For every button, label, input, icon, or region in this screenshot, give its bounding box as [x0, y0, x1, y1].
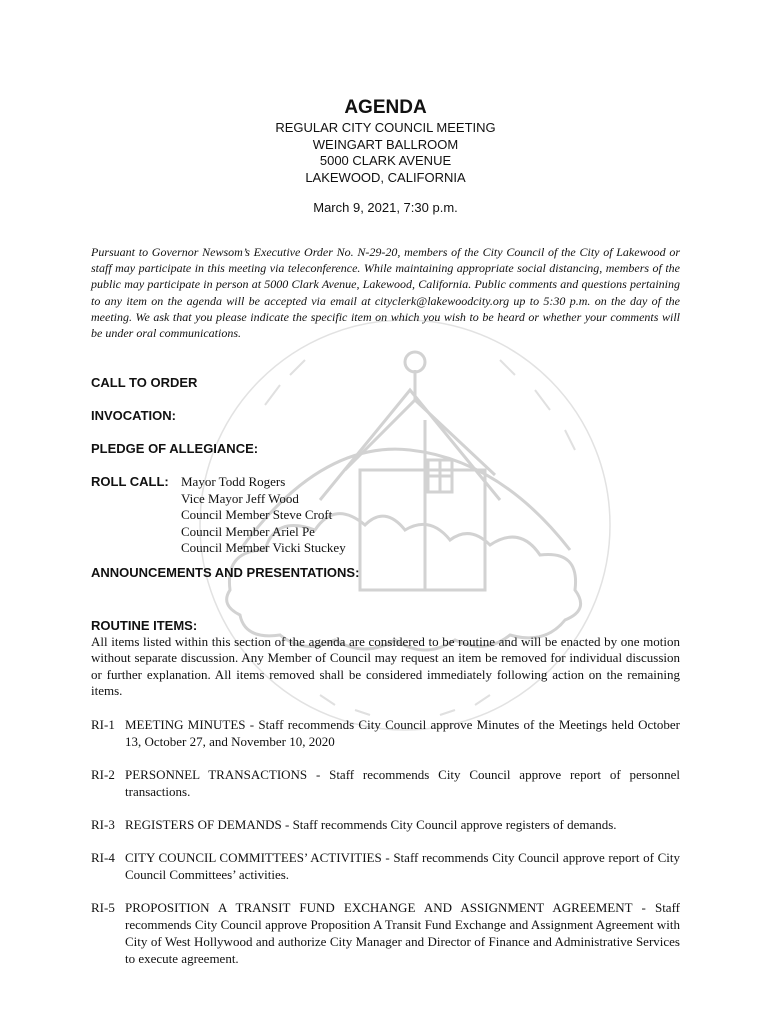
meeting-date: March 9, 2021, 7:30 p.m. — [313, 200, 458, 215]
member-mayor: Mayor Todd Rogers — [181, 474, 286, 490]
section-routine-items: ROUTINE ITEMS: — [91, 617, 198, 633]
routine-item-number: RI-4 — [91, 849, 115, 865]
member-vice-mayor: Vice Mayor Jeff Wood — [181, 490, 299, 506]
agenda-header — [91, 96, 680, 216]
venue-name: WEINGART BALLROOM — [312, 136, 459, 152]
routine-item-text: PROPOSITION A TRANSIT FUND EXCHANGE AND ASSIGNMENT AGREEMENT - Staff recommends City Council approve Proposition A Transit Fund Exchange and Assignment Agreement with City of West Hollywood and authorize City Manager and Director of Finance and Administrative Services to execute agreement. — [125, 899, 680, 966]
routine-item — [91, 849, 680, 883]
routine-item-text: PERSONNEL TRANSACTIONS - Staff recommends City Council approve report of personnel transactions. — [125, 766, 680, 799]
routine-item — [91, 766, 680, 800]
venue-city: LAKEWOOD, CALIFORNIA — [305, 169, 466, 185]
routine-item-number: RI-3 — [91, 816, 115, 832]
routine-item-text: REGISTERS OF DEMANDS - Staff recommends City Council approve registers of demands. — [125, 816, 617, 832]
routine-item-text: CITY COUNCIL COMMITTEES’ ACTIVITIES - Staff recommends City Council approve report of City Council Committees’ activities. — [125, 849, 680, 882]
routine-item — [91, 716, 680, 750]
agenda-content — [91, 96, 680, 967]
section-announcements: ANNOUNCEMENTS AND PRESENTATIONS: — [91, 564, 360, 580]
member-council-1: Council Member Steve Croft — [181, 507, 333, 523]
section-roll-call: ROLL CALL: — [91, 474, 169, 490]
meeting-type: REGULAR CITY COUNCIL MEETING — [275, 120, 496, 135]
teleconference-notice: Pursuant to Governor Newsom’s Executive Order No. N-29-20, members of the City Council of the City of Lakewood or staff may participate in this meeting via teleconference. While maintaining appropriate social distancing, members of the public may participate in person at 5000 Clark Avenue, Lakewood, California. Public comments and questions pertaining to any item on the agenda will be accepted via email at cityclerk@lakewoodcity.org up to 5:30 p.m. on the day of the meeting. We ask that you please indicate the specific item on which you wish to be heard or whether your comments will be under oral communications. — [91, 245, 680, 341]
routine-item-number: RI-5 — [91, 899, 115, 915]
member-council-2: Council Member Ariel Pe — [181, 523, 315, 539]
routine-item — [91, 899, 680, 967]
section-invocation: INVOCATION: — [91, 408, 176, 424]
routine-items-description: All items listed within this section of the agenda are considered to be routine and will be enacted by one motion without separate discussion. Any Member of Council may request an item be removed for individual discussion or further explanation. All items removed shall be considered immediately following action on the remaining items. — [91, 633, 680, 699]
venue-street: 5000 CLARK AVENUE — [319, 153, 452, 168]
routine-item-number: RI-2 — [91, 766, 115, 782]
member-council-3: Council Member Vicki Stuckey — [181, 540, 346, 556]
page-title: AGENDA — [344, 97, 427, 118]
roll-call-members — [181, 474, 346, 557]
routine-item — [91, 816, 680, 833]
routine-item-text: MEETING MINUTES - Staff recommends City Council approve Minutes of the Meetings held October 13, October 27, and November 10, 2020 — [125, 716, 680, 749]
routine-item-number: RI-1 — [91, 716, 115, 732]
section-pledge: PLEDGE OF ALLEGIANCE: — [91, 441, 259, 457]
section-call-to-order: CALL TO ORDER — [91, 375, 198, 391]
roll-call — [91, 474, 680, 557]
